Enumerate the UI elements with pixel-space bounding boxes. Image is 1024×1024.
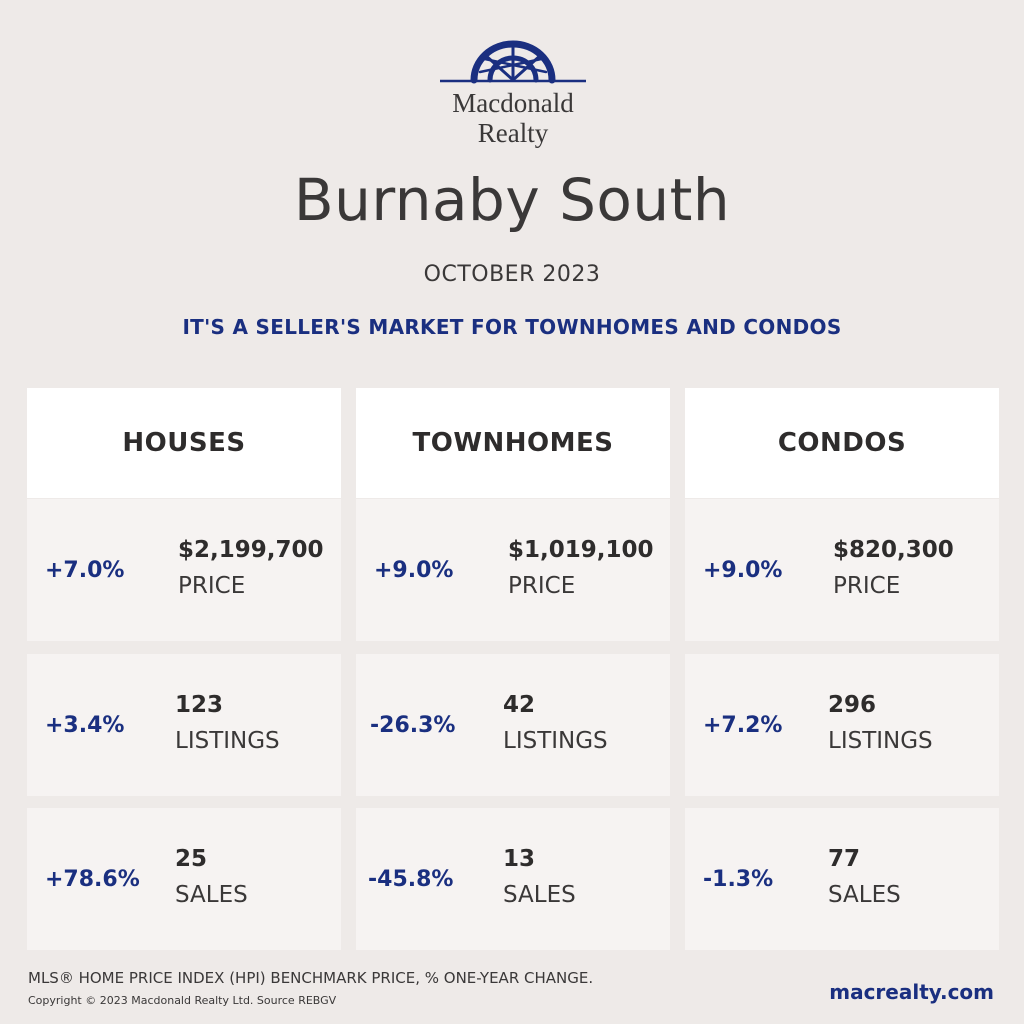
townhomes-price-label: PRICE [508, 573, 576, 599]
townhomes-column [356, 388, 670, 498]
houses-price-value: $2,199,700 [178, 537, 324, 563]
townhomes-price-card [356, 499, 670, 641]
website-link[interactable]: macrealty.com [829, 980, 994, 1004]
houses-sales-label: SALES [175, 882, 248, 908]
condos-price-change: +9.0% [703, 557, 783, 583]
houses-listings-label: LISTINGS [175, 728, 280, 754]
townhomes-sales-change: -45.8% [368, 866, 454, 892]
houses-sales-value: 25 [175, 846, 208, 872]
condos-price-card [685, 499, 999, 641]
compass-rose-icon [440, 38, 586, 84]
townhomes-price-change: +9.0% [374, 557, 454, 583]
condos-listings-change: +7.2% [703, 712, 783, 738]
condos-listings-value: 296 [828, 692, 877, 718]
houses-sales-card [27, 808, 341, 950]
brand-name-line1: Macdonald [452, 88, 574, 118]
houses-listings-change: +3.4% [45, 712, 125, 738]
houses-column [27, 388, 341, 498]
condos-sales-change: -1.3% [703, 866, 774, 892]
brand-name-line2: Realty [477, 118, 549, 148]
townhomes-listings-card [356, 654, 670, 796]
condos-listings-label: LISTINGS [828, 728, 933, 754]
houses-price-change: +7.0% [45, 557, 125, 583]
houses-listings-card [27, 654, 341, 796]
column-title-townhomes: TOWNHOMES [356, 388, 670, 498]
townhomes-sales-card [356, 808, 670, 950]
footnote: MLS® HOME PRICE INDEX (HPI) BENCHMARK PRICE, % ONE-YEAR CHANGE. [28, 969, 594, 987]
houses-price-card [27, 499, 341, 641]
condos-price-label: PRICE [833, 573, 901, 599]
townhomes-listings-label: LISTINGS [503, 728, 608, 754]
houses-price-label: PRICE [178, 573, 246, 599]
houses-sales-change: +78.6% [45, 866, 140, 892]
column-title-houses: HOUSES [27, 388, 341, 498]
townhomes-sales-value: 13 [503, 846, 536, 872]
townhomes-listings-value: 42 [503, 692, 536, 718]
copyright: Copyright © 2023 Macdonald Realty Ltd. Source REBGV [28, 994, 337, 1007]
townhomes-sales-label: SALES [503, 882, 576, 908]
market-headline: IT'S A SELLER'S MARKET FOR TOWNHOMES AND CONDOS [182, 315, 842, 339]
column-title-condos: CONDOS [685, 388, 999, 498]
condos-column [685, 388, 999, 498]
condos-sales-label: SALES [828, 882, 901, 908]
condos-sales-card [685, 808, 999, 950]
brand-logo [440, 38, 586, 148]
condos-listings-card [685, 654, 999, 796]
houses-listings-value: 123 [175, 692, 224, 718]
townhomes-price-value: $1,019,100 [508, 537, 654, 563]
page-title: Burnaby South [293, 166, 731, 234]
report-period: OCTOBER 2023 [423, 262, 601, 287]
condos-sales-value: 77 [828, 846, 861, 872]
townhomes-listings-change: -26.3% [370, 712, 456, 738]
condos-price-value: $820,300 [833, 537, 954, 563]
